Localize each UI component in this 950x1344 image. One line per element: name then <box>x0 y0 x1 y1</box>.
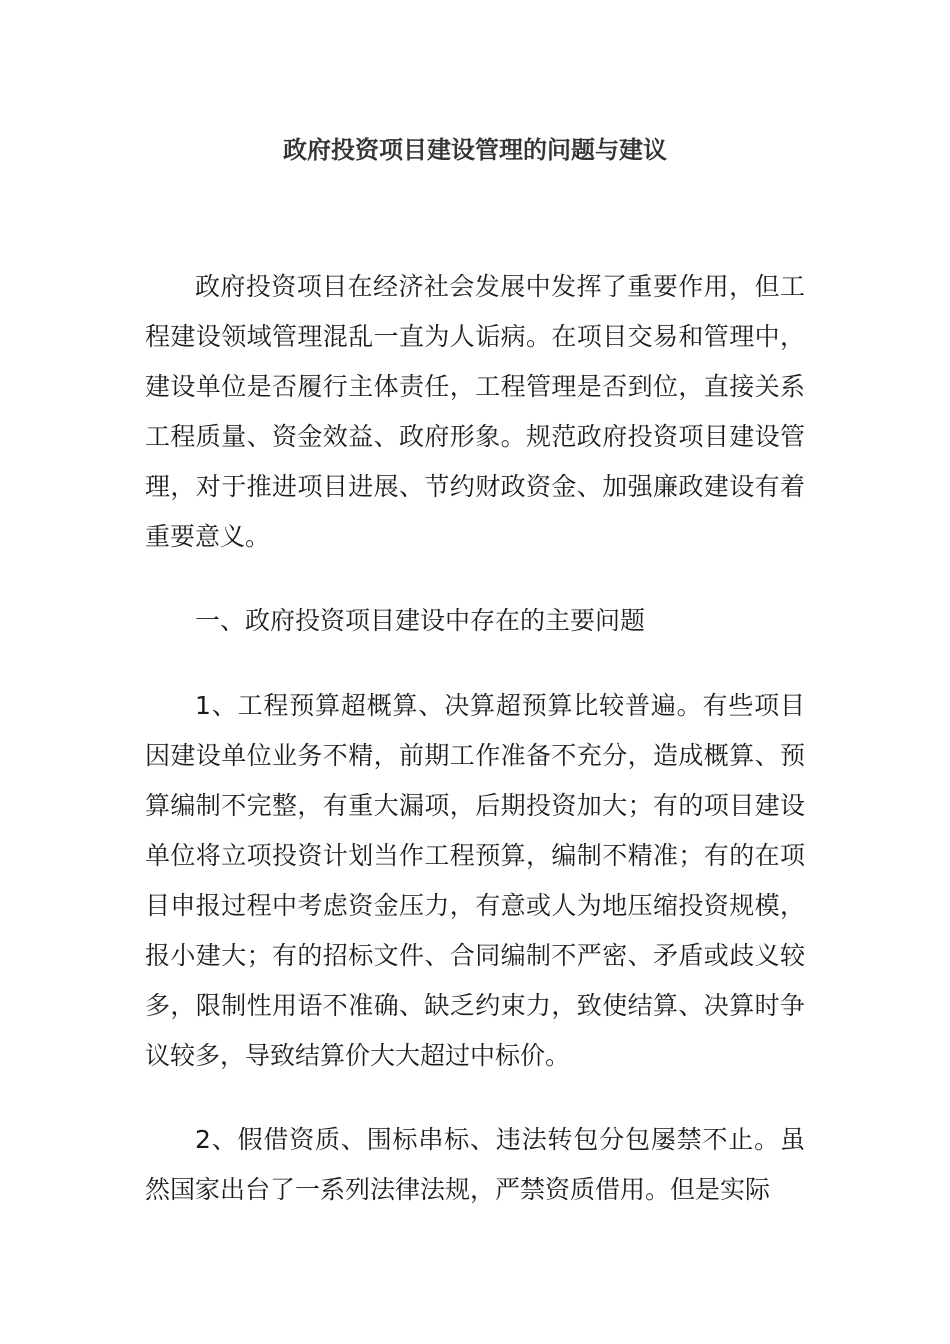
document-title: 政府投资项目建设管理的问题与建议 <box>283 136 667 164</box>
intro-paragraph: 政府投资项目在经济社会发展中发挥了重要作用，但工程建设领域管理混乱一直为人诟病。在项目交易和管理中，建设单位是否履行主体责任，工程管理是否到位，直接关系工程质量、资金效益、政府形象。规范政府投资项目建设管理，对于推进项目进展、节约财政资金、加强廉政建设有着重要意义。 <box>145 272 805 551</box>
issue-paragraph-1: 1、工程预算超概算、决算超预算比较普遍。有些项目因建设单位业务不精，前期工作准备不充分，造成概算、预算编制不完整，有重大漏项，后期投资加大；有的项目建设单位将立项投资计划当作工程预算，编制不精准；有的在项目申报过程中考虑资金压力，有意或人为地压缩投资规模，报小建大；有的招标文件、合同编制不严密、矛盾或歧义较多，限制性用语不准确、缺乏约束力，致使结算、决算时争议较多，导致结算价大大超过中标价。 <box>145 691 805 1070</box>
issue-paragraph-2: 2、假借资质、围标串标、违法转包分包屡禁不止。虽然国家出台了一系列法律法规，严禁资质借用。但是实际 <box>145 1125 805 1204</box>
section-heading: 一、政府投资项目建设中存在的主要问题 <box>195 606 646 635</box>
